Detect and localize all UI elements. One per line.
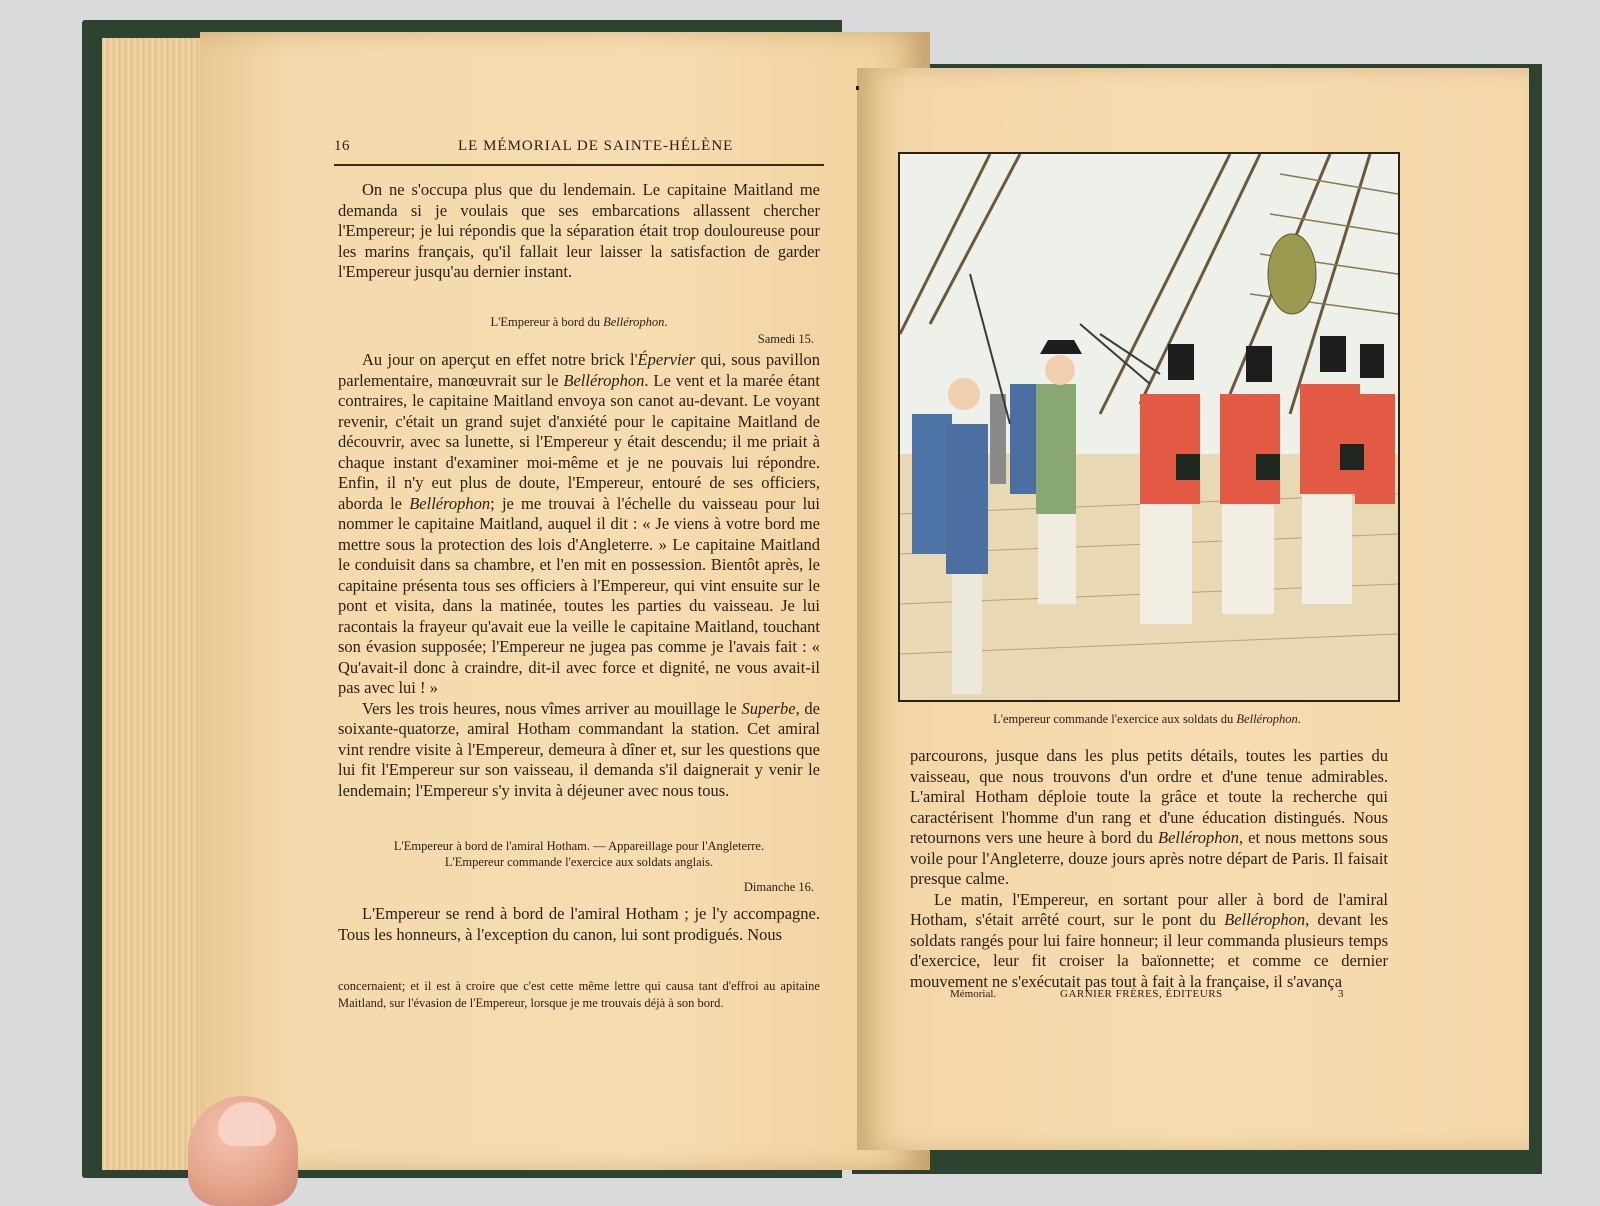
- ink-dot: [856, 86, 859, 90]
- right-page-text: [910, 746, 1388, 992]
- illustration-drawing: [900, 154, 1398, 700]
- paragraph-1: [338, 180, 820, 283]
- caption-end: .: [1297, 712, 1301, 726]
- section-heading-2: [338, 838, 820, 870]
- right-page-footer: [950, 988, 1370, 1004]
- illustration-caption: [900, 712, 1394, 727]
- footnote: [338, 978, 820, 1012]
- section-heading-1-ship: Bellérophon: [603, 315, 665, 329]
- date-2: Dimanche 16.: [743, 880, 814, 894]
- section-heading-2-line2: L'Empereur commande l'exercice aux soldats anglais.: [444, 855, 714, 869]
- footer-publisher: GARNIER FRÈRES, ÉDITEURS: [1060, 988, 1223, 1000]
- page-number: 16: [334, 138, 350, 154]
- paragraph-3-text: Vers les trois heures, nous vîmes arriver au mouillage le Superbe, de soixante-quatorze, amiral Hotham commandant la station. Cet amiral vint rendre visite à l'Empereur, demeura à dîner et, sur les questions que lui fit l'Empereur sur son vaisseau, il demanda s'il daignerait y venir le lendemain; l'Empereur s'y invita à déjeuner avec nous tous.: [338, 698, 820, 800]
- page-header: [334, 134, 834, 160]
- right-paragraph-1: parcourons, jusque dans les plus petits détails, toutes les parties du vaisseau, que nous trouvons d'un ordre et d'une tenue admirables. L'amiral Hotham déploie toute la grâce et toute la recherche qui caractérisent l'homme d'un rang et d'une éducation distingués. Nous retournons vers une heure à bord du Bellérophon, et nous mettons sous voile pour l'Angleterre, douze jours après notre départ de Paris. Il faisait presque calme.: [910, 746, 1389, 888]
- section-heading-1-text: L'Empereur à bord du: [490, 315, 604, 329]
- section-heading-2-line1: L'Empereur à bord de l'amiral Hotham. — Appareillage pour l'Angleterre.: [393, 839, 765, 853]
- paragraph-4-text: L'Empereur se rend à bord de l'amiral Hotham ; je l'y accompagne. Tous les honneurs, à l'exception du canon, lui sont prodigués. Nous: [338, 904, 820, 944]
- paragraph-2-text: Au jour on aperçut en effet notre brick l'Épervier qui, sous pavillon parlementaire, manœuvrait sur le Bellérophon. Le vent et la marée étant contraires, le capitaine Maitland envoya son canot au-devant. Le voyant revenir, c'était un grand sujet d'anxiété pour le capitaine Maitland de découvrir, avec sa lunette, si l'Empereur y était descendu; il me priait à chaque instant d'examiner moi-même et je ne pouvais lui répondre. Enfin, il n'y eut plus de doute, l'Empereur, entouré de ses officiers, aborda le Bellérophon; je me trouvai à l'échelle du vaisseau pour lui nommer le capitaine Maitland, auquel il dit : « Je viens à votre bord me mettre sous la protection des lois d'Angleterre. » Le capitaine Maitland le conduisit dans sa chambre, et l'en mit en possession. Bientôt après, le capitaine présenta tous ses officiers à l'Empereur, qui vint ensuite sur le pont et visita, dans la matinée, toutes les parties du vaisseau. Je lui racontais la frayeur qu'avait eue la veille le capitaine Maitland, touchant son évasion supposée; l'Empereur ne jugea pas comme je l'avais fait : « Qu'avait-il donc à craindre, dit-il avec force et dignité, ne vous avait-il pas avec lui ! »: [338, 350, 820, 697]
- paragraph-2: [338, 350, 820, 801]
- right-paragraph-2: Le matin, l'Empereur, en sortant pour aller à bord de l'amiral Hotham, s'était arrêté court, sur le pont du Bellérophon, devant les soldats rangés pour lui faire honneur; il leur commanda plusieurs temps d'exercice, leur fit croiser la baïonnette; et comme ce dernier mouvement ne s'exécutait pas tout à fait à la française, il s'avança: [910, 889, 1389, 991]
- section-heading-1: [338, 314, 820, 330]
- thumb-nail: [218, 1102, 276, 1146]
- illustration: [898, 152, 1400, 702]
- running-title: LE MÉMORIAL DE SAINTE-HÉLÈNE: [458, 138, 734, 154]
- footnote-text: concernaient; et il est à croire que c'est cette même lettre qui causa tant d'effroi au apitaine Maitland, sur l'évasion de l'Empereur, lorsque je me trouvais déjà à son bord.: [338, 979, 820, 1010]
- paragraph-4: [338, 904, 820, 945]
- section-heading-1-end: .: [664, 315, 668, 329]
- caption-ship: Bellérophon: [1236, 712, 1298, 726]
- footer-signature-left: Mémorial.: [950, 988, 997, 1000]
- footer-signature-number: 3: [1338, 988, 1344, 1000]
- header-rule: [334, 164, 824, 166]
- paragraph-1-text: On ne s'occupa plus que du lendemain. Le capitaine Maitland me demanda si je voulais que ses embarcations allassent chercher l'Empereur; je lui répondis que la séparation était trop douloureuse pour les marins français, qu'il fallait leur laisser la satisfaction de garder l'Empereur jusqu'au dernier instant.: [338, 180, 820, 281]
- date-1: Samedi 15.: [757, 332, 814, 346]
- caption-text: L'empereur commande l'exercice aux soldats du: [993, 712, 1237, 726]
